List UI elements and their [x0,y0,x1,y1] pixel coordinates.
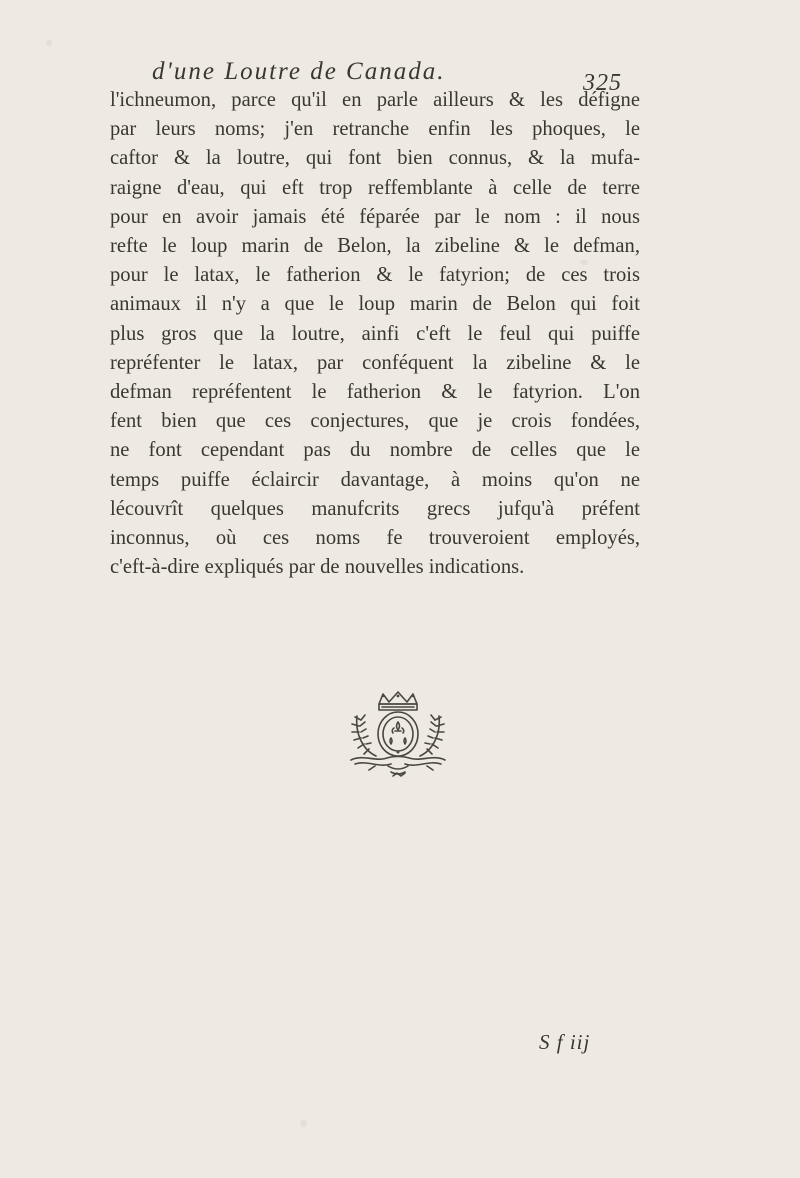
text-line: refte le loup marin de Belon, la zibeline & le defman, [110,235,640,258]
paper-spot [300,1120,307,1127]
running-title: d'une Loutre de Canada. [152,58,446,85]
text-line: inconnus, où ces noms fe trouveroient employés, [110,527,640,550]
body-text [110,86,640,582]
signature-mark: S f iij [539,1030,591,1054]
page-number: 325 [583,70,622,96]
text-line: par leurs noms; j'en retranche enfin les phoques, le [110,118,640,141]
text-line: pour le latax, le fatherion & le fatyrion; de ces trois [110,264,640,287]
text-line: c'eft-à-dire expliqués par de nouvelles indications. [110,556,525,579]
text-line: raigne d'eau, qui eft trop reffemblante à celle de terre [110,176,640,199]
paper-spot [46,40,52,46]
text-line: caftor & la loutre, qui font bien connus, & la mufa- [110,147,640,170]
text-line: l'ichneumon, parce qu'il en parle ailleurs & les défigne [110,89,640,111]
text-line: pour en avoir jamais été féparée par le nom : il nous [110,205,640,228]
text-line: lécouvrît quelques manufcrits grecs jufqu'à préfent [110,497,640,520]
text-line: plus gros que la loutre, ainfi c'eft le feul qui puiffe [110,322,640,345]
text-line: temps puiffe éclaircir davantage, à moins qu'on ne [110,468,640,491]
text-line: fent bien que ces conjectures, que je crois fondées, [110,410,640,433]
text-line: repréfenter le latax, par conféquent la zibeline & le [110,351,640,374]
text-line: animaux il n'y a que le loup marin de Belon qui foit [110,293,640,316]
royal-arms-fleuron-icon [283,690,513,780]
text-line: defman repréfentent le fatherion & le fatyrion. L'on [110,381,640,404]
text-line: ne font cependant pas du nombre de celles que le [110,439,640,462]
